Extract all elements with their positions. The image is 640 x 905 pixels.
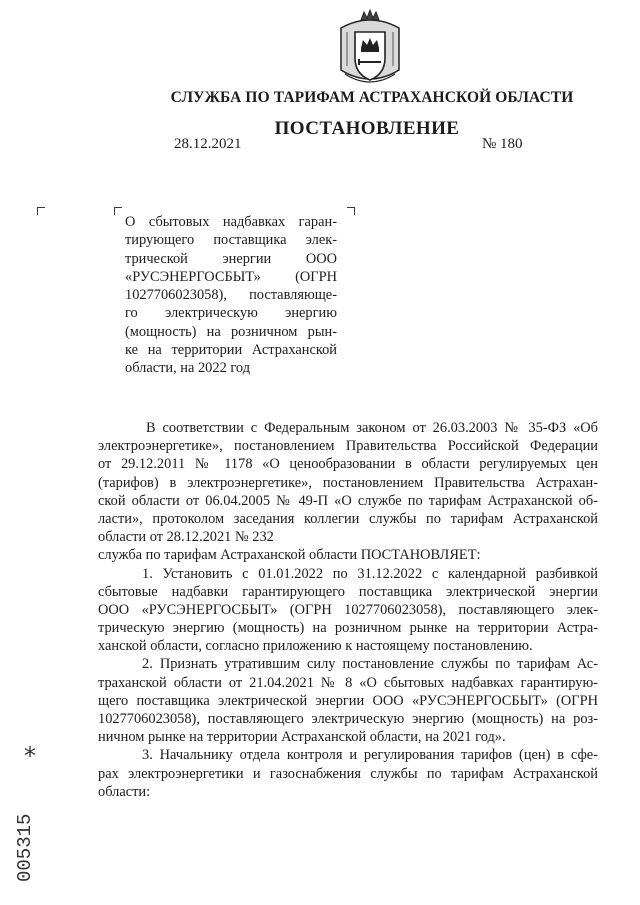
body-line: 3. Начальнику отдела контроля и регулирования тарифов (цен) в сфе-: [142, 747, 598, 764]
subject-line: 1027706023058), поставляюще-: [125, 287, 337, 304]
body-line: (тарифов) в электроэнергетике», постановлением Правительства Астрахан-: [98, 474, 598, 491]
body-line: электроэнергетике», постановлением Правительства Российской Федерации: [98, 438, 598, 455]
body-line: рах электроэнергетики и газоснабжения службы по тарифам Астраханской: [98, 765, 598, 782]
body-line: ханской области, согласно приложению к настоящему постановлению.: [98, 638, 533, 655]
document-type: ПОСТАНОВЛЕНИЕ: [274, 118, 460, 139]
body-line: области от 28.12.2021 № 232: [98, 529, 274, 546]
body-line: ласти», протоколом заседания коллегии службы по тарифам Астраханской: [98, 510, 598, 527]
coat-of-arms-icon: [337, 8, 403, 90]
document-date: 28.12.2021: [174, 136, 242, 152]
document-body: [98, 419, 598, 801]
body-line: 2. Признать утратившим силу постановление службы по тарифам Ас-: [142, 656, 598, 673]
body-line: ской области от 06.04.2005 № 49-П «О службе по тарифам Астраханской об-: [98, 492, 598, 509]
subject-line: О сбытовых надбавках гаран-: [125, 214, 337, 230]
subject-line: (мощность) на розничном рын-: [125, 323, 337, 340]
corner-mark-left: [37, 207, 45, 215]
subject-line: тирующего поставщика элек-: [125, 232, 337, 249]
corner-mark-subject-right: [347, 207, 355, 215]
body-line: служба по тарифам Астраханской области ПОСТАНОВЛЯЕТ:: [98, 547, 481, 564]
document-subject: [125, 213, 337, 378]
body-line: ООО «РУСЭНЕРГОСБЫТ» (ОГРН 1027706023058), поставляющего элек-: [98, 601, 598, 618]
subject-line: ке на территории Астраханской: [125, 342, 337, 359]
body-line: ничном рынке на территории Астраханской области, на 2021 год».: [98, 729, 506, 746]
body-line: В соответствии с Федеральным законом от 26.03.2003 № 35-ФЗ «Об: [146, 420, 598, 436]
body-line: 1027706023058), поставляющего электрическую энергию (мощность) на роз-: [98, 711, 598, 727]
subject-line: области, на 2022 год: [125, 360, 251, 377]
subject-line: «РУСЭНЕРГОСБЫТ» (ОГРН: [125, 268, 337, 285]
body-line: трическую энергию (мощность) на розничном рынке на территории Астра-: [98, 620, 598, 637]
margin-asterisk: *: [24, 742, 36, 770]
body-line: щего поставщика электрической энергии ООО «РУСЭНЕРГОСБЫТ» (ОГРН: [98, 692, 598, 709]
subject-line: го электрическую энергию: [125, 305, 337, 322]
body-line: траханской области от 21.04.2021 № 8 «О сбытовых надбавках гарантирую-: [98, 674, 598, 691]
organization-name: СЛУЖБА ПО ТАРИФАМ АСТРАХАНСКОЙ ОБЛАСТИ: [170, 89, 574, 106]
body-line: сбытовые надбавки гарантирующего поставщика электрической энергии: [98, 583, 598, 600]
body-line: от 29.12.2011 № 1178 «О ценообразовании в области регулируемых цен: [98, 456, 598, 473]
body-line: области:: [98, 783, 151, 800]
document-number: № 180: [482, 136, 523, 152]
margin-serial-number: 005315: [14, 813, 36, 882]
subject-line: трической энергии ООО: [125, 250, 337, 267]
corner-mark-subject-left: [114, 207, 122, 215]
body-line: 1. Установить с 01.01.2022 по 31.12.2022 с календарной разбивкой: [142, 565, 598, 582]
